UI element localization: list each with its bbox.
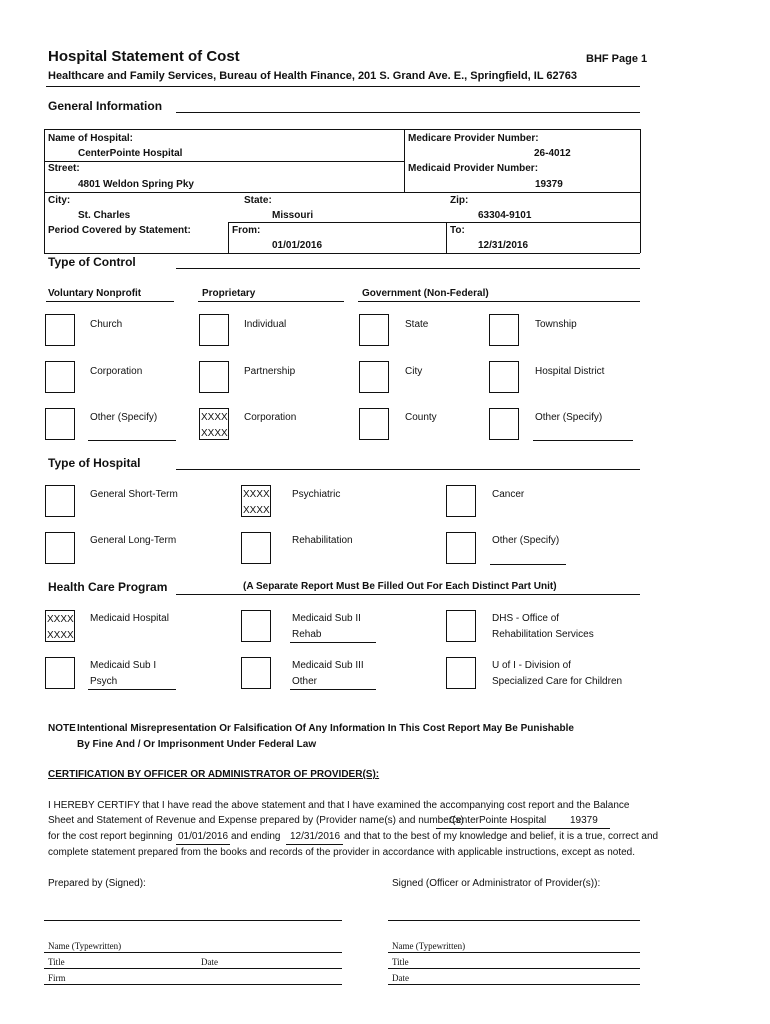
medicaid-sub2-label: Medicaid Sub II [292, 613, 361, 624]
prepared-by-label: Prepared by (Signed): [48, 878, 146, 889]
other-hospital-type-checkbox[interactable] [446, 532, 476, 564]
general-short-term-label: General Short-Term [90, 489, 178, 500]
dhs-label-line1: DHS - Office of [492, 613, 560, 624]
cancer-label: Cancer [492, 489, 525, 500]
city-label: City: [48, 195, 71, 206]
township-checkbox[interactable] [489, 314, 519, 346]
general-short-term-checkbox[interactable] [45, 485, 75, 517]
preparer-firm-label: Firm [48, 973, 66, 983]
psychiatric-mark-2: XXXX [243, 505, 270, 516]
state-value: Missouri [272, 210, 314, 221]
certification-line4: complete statement prepared from the books and records of the provider in accordance with applicable instructions, except as noted. [48, 847, 635, 858]
medicaid-sub1-label: Medicaid Sub I [90, 660, 157, 671]
certification-heading: CERTIFICATION BY OFFICER OR ADMINISTRATOR OF PROVIDER(S): [48, 769, 380, 780]
to-date: 12/31/2016 [478, 240, 529, 251]
from-label: From: [232, 225, 261, 236]
government-header: Government (Non-Federal) [362, 288, 489, 299]
provider-number-field: 19379 [570, 815, 598, 826]
medicaid-sub3-checkbox[interactable] [241, 657, 271, 689]
medicaid-hospital-mark-2: XXXX [47, 630, 74, 641]
other-gov-label: Other (Specify) [535, 412, 603, 423]
health-care-program-heading: Health Care Program [48, 580, 168, 594]
medicaid-hospital-mark: XXXX [47, 614, 74, 625]
county-gov-label: County [405, 412, 437, 423]
provider-name-field: CenterPointe Hospital [449, 815, 547, 826]
church-label: Church [90, 319, 123, 330]
officer-signature-line[interactable] [388, 920, 640, 921]
medicare-number-label: Medicare Provider Number: [408, 133, 539, 144]
preparer-name-label: Name (Typewritten) [48, 941, 122, 951]
general-long-term-label: General Long-Term [90, 535, 177, 546]
county-gov-checkbox[interactable] [359, 408, 389, 440]
cost-report-begin-date: 01/01/2016 [178, 831, 229, 842]
other-voluntary-checkbox[interactable] [45, 408, 75, 440]
note-label: NOTE [48, 723, 76, 734]
uofi-label-line1: U of I - Division of [492, 660, 571, 671]
corporation-proprietary-mark-2: XXXX [201, 428, 228, 439]
officer-name-label: Name (Typewritten) [392, 941, 466, 951]
individual-label: Individual [244, 319, 287, 330]
voluntary-nonprofit-header: Voluntary Nonprofit [48, 288, 142, 299]
hospital-district-checkbox[interactable] [489, 361, 519, 393]
medicaid-number-value: 19379 [535, 179, 563, 190]
psychiatric-label: Psychiatric [292, 489, 341, 500]
partnership-label: Partnership [244, 366, 296, 377]
medicaid-sub1-checkbox[interactable] [45, 657, 75, 689]
certification-line3-and-ending: and ending [231, 831, 281, 842]
medicaid-sub3-value: Other [292, 676, 318, 687]
note-line2: By Fine And / Or Imprisonment Under Federal Law [77, 739, 317, 750]
partnership-checkbox[interactable] [199, 361, 229, 393]
from-date: 01/01/2016 [272, 240, 323, 251]
certification-line2: Sheet and Statement of Revenue and Expense prepared by (Provider name(s) and number(s) [48, 815, 464, 826]
certification-line3-end: and that to the best of my knowledge and belief, it is a true, correct and [344, 831, 659, 842]
cancer-checkbox[interactable] [446, 485, 476, 517]
dhs-checkbox[interactable] [446, 610, 476, 642]
church-checkbox[interactable] [45, 314, 75, 346]
state-gov-checkbox[interactable] [359, 314, 389, 346]
dhs-label-line2: Rehabilitation Services [492, 629, 594, 640]
preparer-title-label: Title [48, 957, 65, 967]
medicaid-sub3-label: Medicaid Sub III [292, 660, 364, 671]
hospital-name-value: CenterPointe Hospital [78, 148, 183, 159]
to-label: To: [450, 225, 465, 236]
corporation-proprietary-label: Corporation [244, 412, 297, 423]
hospital-name-label: Name of Hospital: [48, 133, 134, 144]
preparer-signature-line[interactable] [44, 920, 342, 921]
general-long-term-checkbox[interactable] [45, 532, 75, 564]
other-voluntary-label: Other (Specify) [90, 412, 158, 423]
medicaid-sub2-value: Rehab [292, 629, 322, 640]
medicare-number-value: 26-4012 [534, 148, 571, 159]
state-gov-label: State [405, 319, 429, 330]
distinct-part-note: (A Separate Report Must Be Filled Out For Each Distinct Part Unit) [243, 581, 557, 592]
corporation-voluntary-label: Corporation [90, 366, 143, 377]
street-label: Street: [48, 163, 80, 174]
certification-line3-start: for the cost report beginning [48, 831, 173, 842]
individual-checkbox[interactable] [199, 314, 229, 346]
hospital-district-label: Hospital District [535, 366, 605, 377]
corporation-voluntary-checkbox[interactable] [45, 361, 75, 393]
township-label: Township [535, 319, 577, 330]
proprietary-header: Proprietary [202, 288, 256, 299]
medicaid-sub2-checkbox[interactable] [241, 610, 271, 642]
city-gov-checkbox[interactable] [359, 361, 389, 393]
page-number: BHF Page 1 [586, 53, 648, 65]
period-label: Period Covered by Statement: [48, 225, 191, 236]
note-line1: Intentional Misrepresentation Or Falsification Of Any Information In This Cost Report May Be Punishable [77, 723, 574, 734]
uofi-checkbox[interactable] [446, 657, 476, 689]
city-gov-label: City [405, 366, 423, 377]
other-gov-checkbox[interactable] [489, 408, 519, 440]
general-information-heading: General Information [48, 99, 163, 113]
medicaid-number-label: Medicaid Provider Number: [408, 163, 539, 174]
type-of-hospital-heading: Type of Hospital [48, 456, 141, 470]
medicaid-hospital-label: Medicaid Hospital [90, 613, 169, 624]
cost-report-end-date: 12/31/2016 [290, 831, 341, 842]
city-value: St. Charles [78, 210, 131, 221]
page-title: Hospital Statement of Cost [48, 48, 240, 65]
type-of-control-heading: Type of Control [48, 255, 136, 269]
street-value: 4801 Weldon Spring Pky [78, 179, 194, 190]
medicaid-sub1-value: Psych [90, 676, 118, 687]
zip-value: 63304-9101 [478, 210, 532, 221]
zip-label: Zip: [450, 195, 469, 206]
officer-date-label: Date [392, 973, 409, 983]
officer-title-label: Title [392, 957, 409, 967]
uofi-label-line2: Specialized Care for Children [492, 676, 623, 687]
psychiatric-mark: XXXX [243, 489, 270, 500]
signed-officer-label: Signed (Officer or Administrator of Provider(s)): [392, 878, 601, 889]
corporation-proprietary-mark: XXXX [201, 412, 228, 423]
other-hospital-type-label: Other (Specify) [492, 535, 560, 546]
rehabilitation-checkbox[interactable] [241, 532, 271, 564]
preparer-date-label: Date [201, 957, 218, 967]
state-label: State: [244, 195, 272, 206]
page-subtitle: Healthcare and Family Services, Bureau of Health Finance, 201 S. Grand Ave. E., Springfield, IL 62763 [48, 70, 578, 82]
rehabilitation-label: Rehabilitation [292, 535, 353, 546]
certification-line1: I HEREBY CERTIFY that I have read the above statement and that I have examined the accompanying cost report and the Balance [48, 800, 630, 811]
